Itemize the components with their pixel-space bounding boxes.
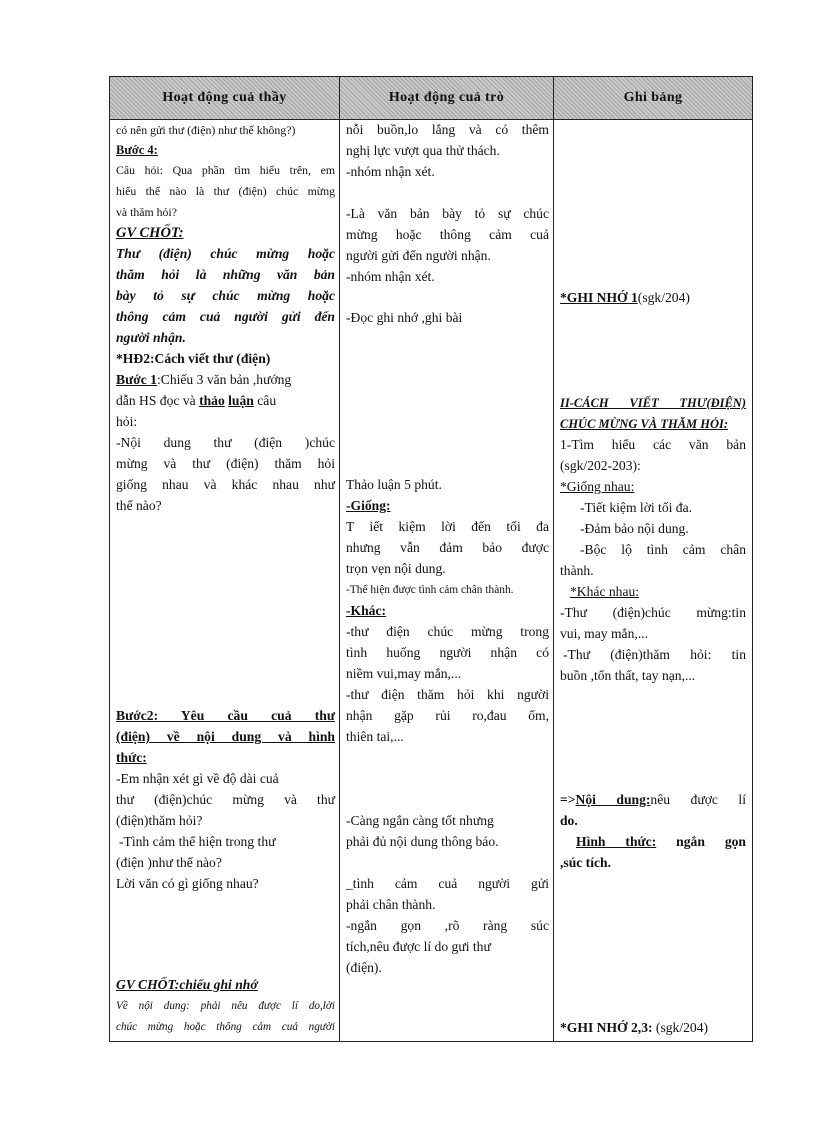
board-line: -Tiết kiệm lời tối đa. — [580, 500, 693, 515]
header-student: Hoạt động cuả trò — [388, 90, 505, 105]
discuss-word: thảo — [199, 393, 225, 408]
step-2-heading: (điện) về nội dung và hình — [116, 729, 335, 744]
different-heading: -Khác: — [346, 603, 387, 618]
header-board: Ghi bảng — [623, 90, 683, 105]
conclusion-line: thăm hỏi là những văn bản — [116, 267, 335, 282]
teacher-line: thế nào? — [116, 498, 162, 513]
form-line: ,súc tích. — [560, 855, 611, 870]
teacher-line: (điện)thăm hỏi? — [116, 813, 203, 828]
note-23-line — [560, 1018, 708, 1039]
teacher-line: Lời văn có gì giống nhau? — [116, 876, 259, 891]
teacher-line: hỏi: — [116, 414, 138, 429]
content-label: Nội dung: — [575, 792, 651, 807]
teacher-line: -Nội dung thư (điện )chúc — [116, 435, 335, 450]
student-line: Thảo luận 5 phút. — [346, 477, 442, 492]
student-line: -thư điện thăm hỏi khi người — [346, 687, 549, 702]
teacher-line: -Tình cảm thể hiện trong thư — [119, 834, 276, 849]
conclusion-line: bày tỏ sự chúc mừng hoặc — [116, 288, 335, 303]
board-line: -Thư (điện)chúc mừng:tin — [560, 605, 746, 620]
student-line: -nhóm nhận xét. — [346, 164, 435, 179]
board-line: -Bộc lộ tình cảm chân — [580, 542, 746, 557]
header-teacher: Hoạt động cuả thầy — [162, 90, 287, 105]
teacher-line: mừng và thư (điện) thăm hỏi — [116, 456, 335, 471]
content-text: nêu được lí — [650, 792, 746, 807]
teacher-line: chúc mừng hoặc thông cảm cuả người — [116, 1021, 335, 1033]
student-line: tích,nêu được lí do gưi thư — [346, 939, 491, 954]
similar-heading: -Giống: — [346, 498, 391, 513]
teacher-line: thư (điện)chúc mừng và thư — [116, 792, 335, 807]
student-line: -nhóm nhận xét. — [346, 269, 435, 284]
note-1-ref: (sgk/204) — [637, 290, 690, 305]
board-line: -Thư (điện)thăm hỏi: tin — [563, 647, 746, 662]
board-line: vui, may mắn,... — [560, 626, 648, 641]
student-line: mừng hoặc thông cảm cuả — [346, 227, 549, 242]
student-line: -Thể hiện được tình cảm chân thành. — [346, 584, 514, 596]
gv-conclusion-heading: GV CHỐT: — [116, 225, 184, 241]
conclusion-line: thông cảm cuả người gửi đến — [116, 309, 335, 324]
teacher-line: -Em nhận xét gì về độ dài cuả — [116, 771, 279, 786]
step-1-label: Bước 1 — [116, 372, 157, 387]
step-1-line — [116, 370, 291, 391]
student-line: nghị lực vượt qua thử thách. — [346, 143, 500, 158]
step-2-heading: Bước2: Yêu cầu cuả thư — [116, 708, 335, 723]
form-text: ngắn gọn — [656, 834, 746, 849]
student-line: -Là văn bản bày tỏ sự chúc — [346, 206, 549, 221]
form-line — [576, 832, 746, 853]
teacher-line: Về nội dung: phải nêu được lí do,lời — [116, 1000, 335, 1012]
teacher-line: giống nhau và khác nhau như — [116, 477, 335, 492]
similar-label: *Giống nhau: — [560, 479, 635, 494]
student-line: -thư điện chúc mừng trong — [346, 624, 549, 639]
student-line: -Càng ngắn càng tốt nhưng — [346, 813, 494, 828]
step-4-heading: Bước 4: — [116, 143, 158, 157]
step-1-text: :Chiếu 3 văn bản ,hướng — [156, 372, 292, 387]
conclusion-line: người nhận. — [116, 330, 186, 345]
board-line: -Đảm bảo nội dung. — [580, 521, 689, 536]
section-2-heading: CHÚC MỪNG VÀ THĂM HỎI: — [560, 417, 729, 431]
student-line: -ngắn gọn ,rõ ràng súc — [346, 918, 549, 933]
student-line: _tình cảm cuả người gửi — [346, 876, 549, 891]
step-1-line-2 — [116, 391, 276, 412]
note-23-label: *GHI NHỚ 2,3: — [560, 1020, 653, 1035]
board-line: thành. — [560, 563, 594, 578]
board-line: buồn ,tổn thất, tay nạn,... — [560, 668, 696, 683]
teacher-line: và thăm hỏi? — [116, 205, 177, 219]
student-line: niềm vui,may mắn,... — [346, 666, 462, 681]
gv-conclusion-heading: GV CHỐT:chiếu ghi nhớ — [116, 977, 258, 992]
text: dẫn HS đọc và — [116, 393, 200, 408]
section-2-heading: II-CÁCH VIẾT THƯ(ĐIỆN) — [560, 396, 746, 410]
teacher-line: Câu hỏi: Qua phần tìm hiểu trên, em — [116, 163, 335, 177]
different-label: *Khác nhau: — [570, 584, 640, 599]
student-line: -Đọc ghi nhớ ,ghi bài — [346, 310, 463, 325]
student-line: nhưng vẫn đảm bảo được — [346, 540, 549, 555]
note-1-line — [560, 288, 690, 309]
student-line: thiên tai,... — [346, 729, 404, 744]
activity-2-heading: *HĐ2:Cách viết thư (điện) — [116, 351, 271, 366]
column-divider — [339, 77, 340, 1041]
teacher-line: hiểu thế nào là thư (điện) chúc mừng — [116, 184, 335, 198]
step-2-heading: thức: — [116, 750, 147, 765]
student-line: nỗi buồn,lo lắng và có thêm — [346, 122, 549, 137]
student-line: trọn vẹn nội dung. — [346, 561, 446, 576]
student-line: phải đủ nội dung thông báo. — [346, 834, 499, 849]
student-line: (điện). — [346, 960, 382, 975]
board-line: (sgk/202-203): — [560, 458, 641, 473]
student-line: nhận gặp rủi ro,đau ốm, — [346, 708, 549, 723]
arrow: => — [560, 792, 576, 807]
discuss-word: luận — [228, 393, 254, 408]
student-line: người gửi đến người nhận. — [346, 248, 491, 263]
form-label: Hình thức: — [576, 834, 657, 849]
note-1-label: *GHI NHỚ 1 — [560, 290, 638, 305]
student-line: phải chân thành. — [346, 897, 436, 912]
column-divider — [553, 77, 554, 1041]
note-23-ref: (sgk/204) — [652, 1020, 709, 1035]
text: câu — [253, 393, 277, 408]
content-line: do. — [560, 813, 578, 828]
conclusion-line: Thư (điện) chúc mừng hoặc — [116, 246, 335, 261]
board-line: 1-Tìm hiểu các văn bản — [560, 437, 746, 452]
student-line: T iết kiệm lời đến tối đa — [346, 519, 549, 534]
content-line — [560, 790, 746, 811]
teacher-line: (điện )như thế nào? — [116, 855, 222, 870]
student-line: tình huống người nhận có — [346, 645, 549, 660]
lesson-table — [109, 76, 753, 1042]
teacher-line: có nên gửi thư (điện) như thế không?) — [116, 123, 296, 137]
